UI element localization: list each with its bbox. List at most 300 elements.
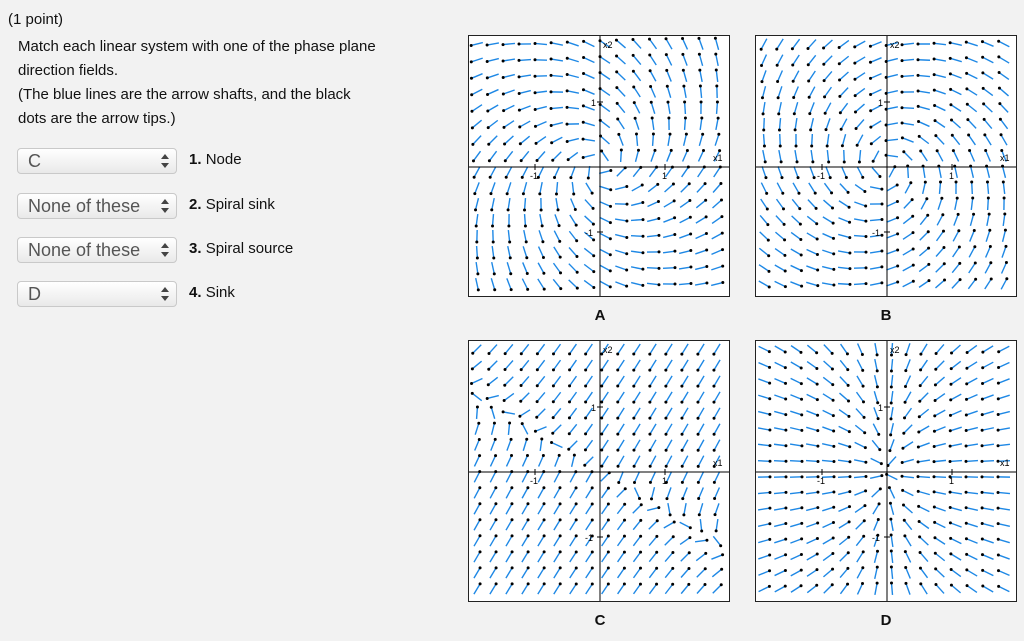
arrow-tip: [927, 230, 930, 233]
arrow-tip: [559, 582, 562, 585]
arrow-shaft: [823, 553, 833, 560]
arrow-tip: [889, 433, 892, 436]
arrow-tip: [566, 140, 569, 143]
arrow-tip: [666, 85, 669, 88]
arrow-tip: [624, 487, 627, 490]
arrow-shaft: [759, 265, 769, 272]
arrow-tip: [575, 255, 578, 258]
arrow-shaft: [538, 520, 544, 530]
arrow-tip: [832, 222, 835, 225]
arrow-tip: [816, 269, 819, 272]
arrow-tip: [856, 144, 859, 147]
arrow-tip: [632, 54, 635, 57]
arrow-tip: [649, 449, 652, 452]
arrow-tip: [981, 71, 984, 74]
arrow-shaft: [998, 379, 1009, 383]
arrow-shaft: [951, 378, 961, 385]
arrow-tip: [970, 181, 973, 184]
arrow-shaft: [714, 472, 719, 483]
arrow-tip: [981, 351, 984, 354]
arrow-shaft: [952, 263, 960, 272]
arrow-tip: [847, 399, 850, 402]
arrow-tip: [838, 62, 841, 65]
y-axis-label: x2: [890, 345, 900, 355]
plot-label-c: C: [594, 612, 606, 629]
arrow-shaft: [920, 215, 927, 224]
arrow-tip: [864, 282, 867, 285]
arrow-tip: [918, 135, 921, 138]
arrow-tip: [609, 269, 612, 272]
arrow-tip: [934, 119, 937, 122]
arrow-shaft: [634, 344, 640, 354]
direction-field-plot-d[interactable]: [755, 340, 1017, 602]
arrow-tip: [917, 90, 920, 93]
arrow-tip: [965, 568, 968, 571]
arrow-shaft: [698, 408, 704, 418]
arrow-tip: [949, 103, 952, 106]
arrow-shaft: [600, 104, 610, 111]
arrow-tip: [957, 213, 960, 216]
arrow-shaft: [536, 137, 546, 144]
arrow-tip: [502, 59, 505, 62]
arrow-tip: [793, 112, 796, 115]
arrow-tip: [473, 176, 476, 179]
arrow-shaft: [967, 104, 976, 111]
arrow-tip: [966, 118, 969, 121]
arrow-shaft: [891, 551, 892, 563]
arrow-tip: [479, 550, 482, 553]
arrow-tip: [831, 552, 834, 555]
arrow-shaft: [588, 166, 589, 178]
arrow-tip: [784, 269, 787, 272]
arrow-shaft: [681, 584, 689, 593]
arrow-shaft: [774, 411, 786, 414]
arrow-tip: [783, 223, 786, 226]
arrow-tip: [949, 445, 952, 448]
arrow-tip: [715, 529, 718, 532]
arrow-shaft: [617, 520, 624, 530]
arrow-shaft: [488, 105, 498, 111]
arrow-tip: [490, 406, 493, 409]
arrow-tip: [534, 42, 537, 45]
arrow-tip: [719, 182, 722, 185]
arrow-tip: [800, 413, 803, 416]
arrow-shaft: [492, 423, 495, 435]
arrow-shaft: [522, 424, 528, 435]
arrow-tip: [838, 46, 841, 49]
arrow-tip: [816, 383, 819, 386]
arrow-shaft: [857, 568, 863, 579]
answer-select-1[interactable]: [17, 148, 177, 174]
arrow-shaft: [807, 394, 818, 399]
arrow-shaft: [839, 410, 849, 417]
arrow-tip: [848, 520, 851, 523]
arrow-tip: [832, 445, 835, 448]
arrow-shaft: [699, 38, 703, 49]
arrow-shaft: [983, 379, 994, 384]
arrow-shaft: [758, 461, 770, 462]
arrow-shaft: [775, 249, 785, 256]
arrow-shaft: [698, 440, 704, 451]
instruction-line: direction fields.: [18, 62, 119, 79]
arrow-tip: [927, 247, 930, 250]
arrow-tip: [650, 497, 653, 500]
arrow-tip: [760, 80, 763, 83]
arrow-tip: [965, 553, 968, 556]
arrow-tip: [567, 158, 570, 161]
arrow-tip: [768, 350, 771, 353]
arrow-tip: [809, 128, 812, 131]
arrow-shaft: [647, 508, 659, 511]
arrow-tip: [518, 43, 521, 46]
arrow-tip: [901, 75, 904, 78]
arrow-tip: [713, 481, 716, 484]
arrow-tip: [543, 582, 546, 585]
arrow-shaft: [618, 424, 624, 434]
arrow-tip: [519, 142, 522, 145]
arrow-tip: [632, 85, 635, 88]
arrow-shaft: [807, 538, 818, 543]
arrow-shaft: [841, 119, 847, 130]
arrow-tip: [901, 91, 904, 94]
arrow-tip: [489, 176, 492, 179]
arrow-tip: [864, 220, 867, 223]
arrow-shaft: [888, 457, 896, 466]
arrow-tip: [705, 249, 708, 252]
arrow-shaft: [665, 584, 672, 593]
arrow-tip: [825, 128, 828, 131]
arrow-shaft: [553, 152, 562, 160]
arrow-shaft: [982, 508, 994, 510]
arrow-tip: [524, 224, 527, 227]
arrow-tip: [780, 160, 783, 163]
arrow-tip: [487, 383, 490, 386]
arrow-shaft: [570, 488, 576, 498]
arrow-tip: [664, 385, 667, 388]
arrow-tip: [838, 79, 841, 82]
arrow-shaft: [634, 424, 640, 434]
arrow-shaft: [758, 363, 769, 368]
arrow-tip: [949, 521, 952, 524]
arrow-tip: [488, 159, 491, 162]
arrow-tip: [559, 271, 562, 274]
plot-label-b: B: [880, 307, 892, 324]
arrow-tip: [475, 240, 478, 243]
arrow-tip: [670, 149, 673, 152]
direction-field-plot-c[interactable]: [468, 340, 730, 602]
arrow-shaft: [918, 106, 930, 109]
arrow-tip: [521, 422, 524, 425]
arrow-tip: [784, 444, 787, 447]
arrow-tip: [697, 481, 700, 484]
arrow-tip: [721, 265, 724, 268]
arrow-shaft: [554, 552, 560, 562]
arrow-shaft: [537, 409, 545, 417]
arrow-shaft: [762, 55, 767, 66]
arrow-shaft: [826, 166, 830, 177]
arrow-tip: [700, 117, 703, 120]
arrow-shaft: [553, 263, 560, 273]
question-text: Node: [205, 151, 242, 168]
arrow-tip: [649, 69, 652, 72]
arrow-tip: [667, 117, 670, 120]
arrow-shaft: [651, 150, 655, 161]
arrow-shaft: [631, 220, 643, 221]
arrow-shaft: [905, 376, 910, 387]
y-tick-label-pos: 1: [591, 403, 597, 413]
arrow-shaft: [700, 519, 701, 531]
arrow-tip: [896, 232, 899, 235]
arrow-shaft: [490, 568, 496, 578]
arrow-shaft: [474, 472, 479, 483]
arrow-shaft: [600, 120, 610, 127]
arrow-tip: [934, 368, 937, 371]
arrow-shaft: [873, 504, 879, 514]
arrow-shaft: [758, 395, 769, 398]
arrow-shaft: [872, 440, 880, 449]
arrow-tip: [591, 550, 594, 553]
arrow-shaft: [984, 104, 993, 112]
arrow-tip: [721, 281, 724, 284]
arrow-shaft: [822, 507, 833, 511]
arrow-shaft: [838, 234, 850, 237]
arrow-shaft: [855, 506, 865, 513]
arrow-shaft: [952, 345, 961, 353]
y-tick-label-neg: -1: [585, 228, 594, 238]
arrow-tip: [475, 224, 478, 227]
arrow-shaft: [665, 552, 673, 561]
arrow-tip: [896, 183, 899, 186]
arrow-tip: [673, 199, 676, 202]
arrow-shaft: [714, 360, 720, 370]
arrow-shaft: [891, 567, 892, 579]
arrow-shaft: [905, 408, 912, 418]
answer-select-3[interactable]: [17, 237, 177, 263]
arrow-shaft: [679, 234, 690, 238]
arrow-shaft: [920, 568, 927, 578]
arrow-tip: [911, 231, 914, 234]
arrow-shaft: [667, 150, 671, 161]
arrow-shaft: [569, 248, 577, 257]
arrow-shaft: [490, 584, 496, 594]
arrow-shaft: [966, 492, 978, 493]
arrow-shaft: [983, 570, 994, 575]
arrow-shaft: [795, 118, 797, 130]
arrow-tip: [566, 41, 569, 44]
arrow-tip: [878, 502, 881, 505]
arrow-shaft: [810, 166, 814, 177]
arrow-shaft: [700, 70, 702, 82]
arrow-tip: [869, 93, 872, 96]
arrow-shaft: [774, 539, 785, 543]
direction-field-plot-a[interactable]: [468, 35, 730, 297]
arrow-shaft: [793, 71, 799, 82]
arrow-shaft: [698, 456, 704, 467]
arrow-tip: [889, 502, 892, 505]
arrow-tip: [689, 282, 692, 285]
arrow-shaft: [934, 460, 946, 461]
arrow-shaft: [617, 56, 626, 64]
arrow-shaft: [554, 520, 560, 530]
arrow-shaft: [891, 423, 894, 435]
arrow-tip: [520, 159, 523, 162]
arrow-tip: [838, 95, 841, 98]
arrow-tip: [520, 368, 523, 371]
arrow-shaft: [795, 150, 797, 162]
direction-field-plot-b[interactable]: [755, 35, 1017, 297]
arrow-tip: [816, 491, 819, 494]
arrow-tip: [715, 69, 718, 72]
arrow-shaft: [538, 536, 544, 546]
arrow-tip: [713, 497, 716, 500]
arrow-shaft: [540, 214, 542, 226]
arrow-tip: [511, 566, 514, 569]
arrow-tip: [864, 489, 867, 492]
arrow-tip: [689, 232, 692, 235]
arrow-tip: [864, 235, 867, 238]
arrow-tip: [973, 245, 976, 248]
arrow-tip: [518, 415, 521, 418]
arrow-tip: [869, 109, 872, 112]
arrow-tip: [919, 368, 922, 371]
arrow-tip: [689, 266, 692, 269]
arrow-shaft: [758, 571, 769, 576]
arrow-tip: [522, 192, 525, 195]
arrow-shaft: [998, 571, 1009, 576]
arrow-shaft: [840, 72, 849, 80]
arrow-shaft: [875, 359, 877, 371]
arrow-shaft: [777, 183, 783, 194]
arrow-shaft: [902, 76, 914, 77]
arrow-shaft: [839, 40, 849, 47]
arrow-shaft: [538, 472, 544, 483]
answer-select-2[interactable]: [17, 193, 177, 219]
arrow-tip: [981, 413, 984, 416]
arrow-shaft: [935, 410, 945, 416]
arrow-shaft: [886, 282, 897, 286]
arrow-tip: [718, 149, 721, 152]
arrow-shaft: [617, 103, 625, 112]
arrow-tip: [934, 134, 937, 137]
arrow-shaft: [982, 461, 994, 462]
arrow-shaft: [904, 200, 912, 209]
arrow-shaft: [538, 552, 544, 562]
arrow-shaft: [774, 555, 785, 559]
arrow-tip: [876, 369, 879, 372]
arrow-shaft: [651, 102, 655, 113]
arrow-tip: [558, 240, 561, 243]
arrow-tip: [795, 144, 798, 147]
arrow-shaft: [636, 134, 637, 146]
arrow-tip: [657, 506, 660, 509]
arrow-tip: [721, 553, 724, 556]
direction-field-svg: [469, 36, 729, 296]
arrow-tip: [862, 535, 865, 538]
arrow-shaft: [790, 428, 802, 431]
arrow-shaft: [919, 136, 929, 143]
arrow-tip: [682, 513, 685, 516]
arrow-tip: [917, 460, 920, 463]
direction-field-svg: [469, 341, 729, 601]
arrow-tip: [949, 41, 952, 44]
arrow-shaft: [839, 393, 848, 401]
arrow-tip: [784, 522, 787, 525]
arrow-shaft: [811, 118, 814, 130]
arrow-tip: [903, 519, 906, 522]
arrow-tip: [641, 201, 644, 204]
arrow-shaft: [999, 57, 1009, 63]
arrow-tip: [784, 585, 787, 588]
arrow-shaft: [551, 107, 563, 108]
question-label-4: [189, 284, 235, 301]
arrow-shaft: [586, 584, 593, 594]
arrow-tip: [917, 431, 920, 434]
arrow-shaft: [790, 508, 802, 510]
arrow-shaft: [856, 521, 865, 529]
arrow-tip: [935, 352, 938, 355]
arrow-tip: [664, 401, 667, 404]
arrow-shaft: [918, 477, 930, 478]
arrow-shaft: [758, 379, 769, 383]
arrow-tip: [847, 415, 850, 418]
arrow-tip: [863, 504, 866, 507]
arrow-shaft: [823, 410, 834, 415]
arrow-shaft: [618, 408, 624, 418]
arrow-tip: [648, 38, 651, 41]
arrow-shaft: [567, 91, 579, 93]
arrow-tip: [800, 382, 803, 385]
arrow-shaft: [823, 394, 833, 400]
arrow-tip: [543, 518, 546, 521]
arrow-tip: [635, 133, 638, 136]
arrow-tip: [965, 475, 968, 478]
arrow-tip: [864, 266, 867, 269]
arrow-shaft: [572, 455, 575, 467]
arrow-shaft: [615, 219, 627, 221]
arrow-shaft: [854, 219, 866, 221]
arrow-tip: [493, 422, 496, 425]
arrow-shaft: [972, 182, 973, 194]
arrow-tip: [896, 216, 899, 219]
arrow-shaft: [537, 344, 544, 354]
arrow-shaft: [887, 474, 898, 479]
arrow-shaft: [791, 249, 801, 255]
arrow-tip: [502, 43, 505, 46]
arrow-tip: [890, 369, 893, 372]
arrow-tip: [673, 250, 676, 253]
arrow-tip: [600, 433, 603, 436]
arrow-tip: [997, 522, 1000, 525]
arrow-shaft: [599, 186, 610, 190]
arrow-tip: [523, 208, 526, 211]
arrow-tip: [831, 583, 834, 586]
x-tick-label-pos: 1: [949, 171, 955, 181]
arrow-shaft: [714, 344, 720, 354]
arrow-shaft: [842, 134, 845, 146]
arrow-tip: [848, 460, 851, 463]
arrow-shaft: [870, 251, 882, 253]
arrow-shaft: [537, 152, 545, 161]
arrow-tip: [600, 385, 603, 388]
arrow-tip: [495, 550, 498, 553]
arrow-shaft: [921, 360, 928, 370]
arrow-tip: [807, 79, 810, 82]
arrow-tip: [470, 382, 473, 385]
answer-select-4[interactable]: [17, 281, 177, 307]
arrow-shaft: [776, 216, 784, 225]
arrow-shaft: [985, 135, 991, 145]
arrow-shaft: [902, 459, 914, 462]
